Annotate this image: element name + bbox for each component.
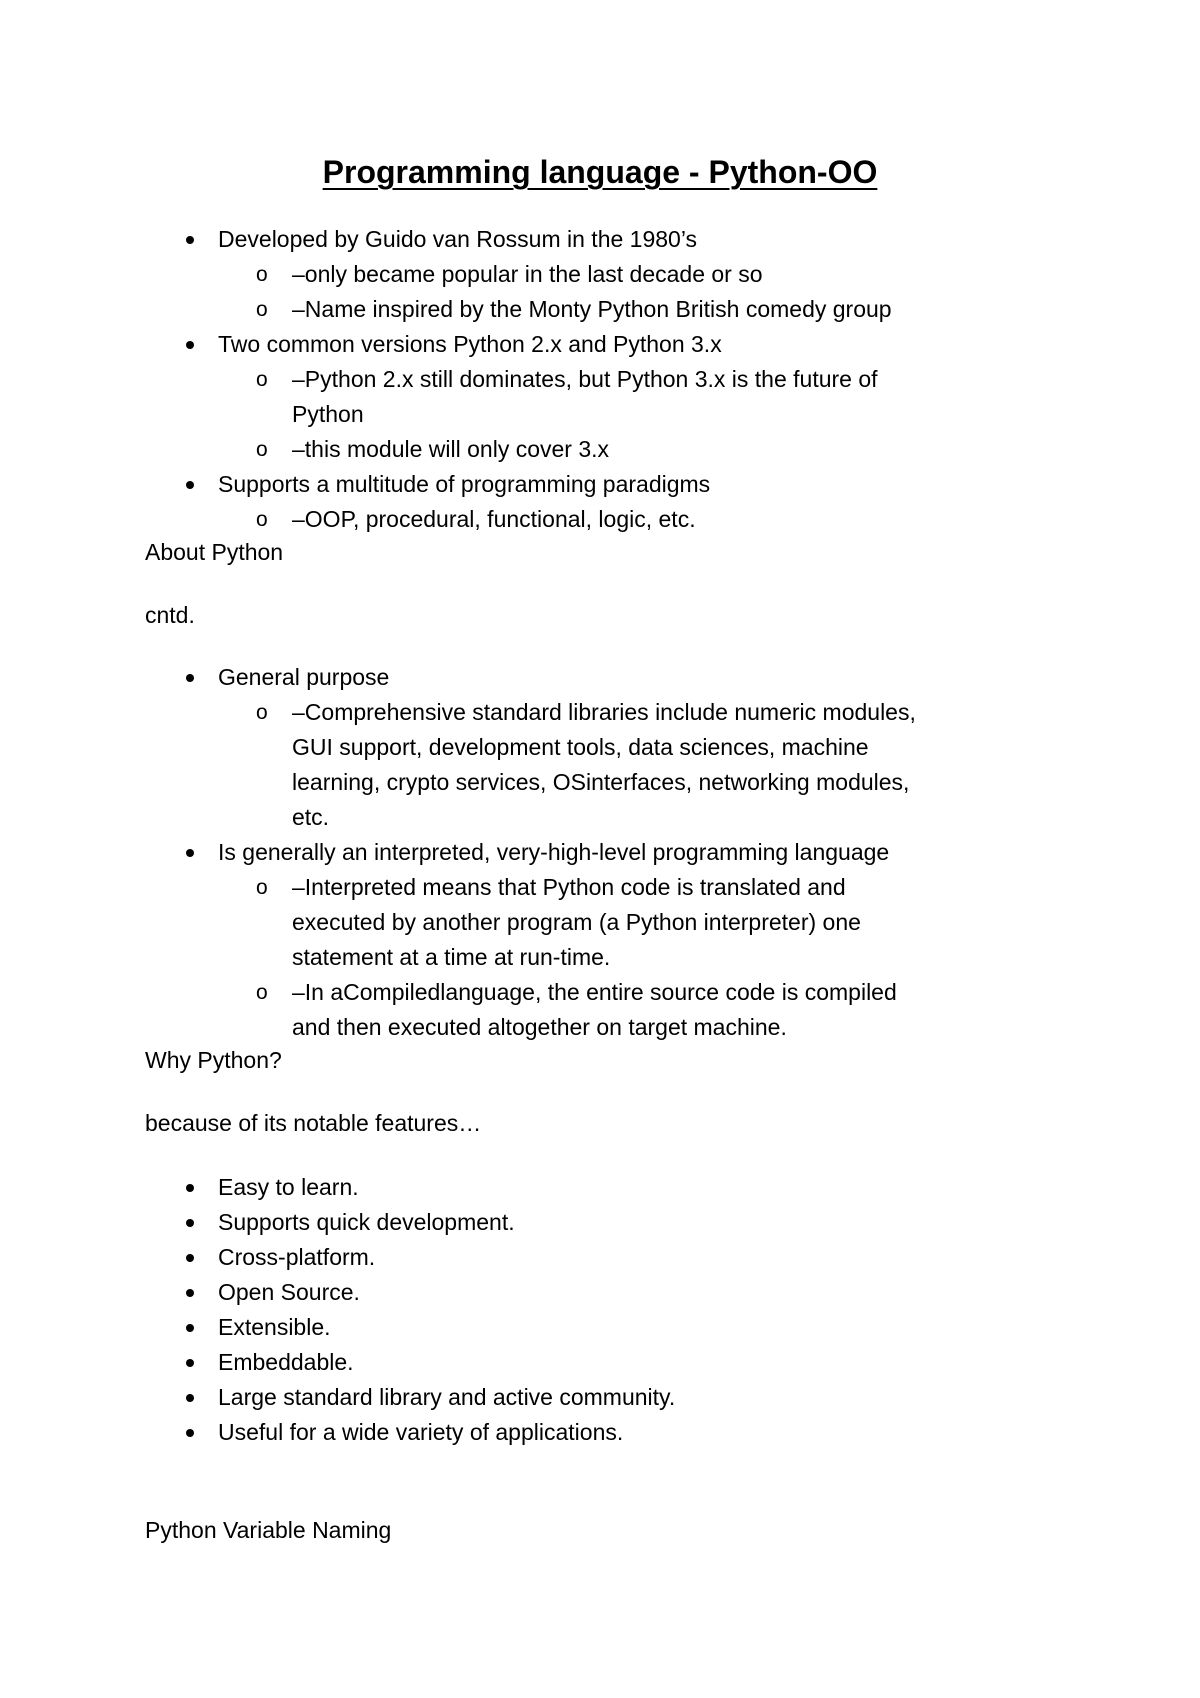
sub-bullet-icon: o [256,263,268,286]
sub-list-item [0,292,1060,327]
sub-list-item [0,432,1060,467]
list-item-text: Easy to learn. [218,1174,359,1200]
sub-bullet-icon: o [256,298,268,321]
list-item [0,660,1200,835]
list-item-text: Cross-platform. [218,1244,376,1270]
sub-bullet-icon: o [256,438,268,461]
sub-list-item-text: –Name inspired by the Monty Python British comedy group [292,296,892,322]
list-item-text: Open Source. [218,1279,360,1305]
list-item-text: Embeddable. [218,1349,354,1375]
list-item-text: Is generally an interpreted, very-high-level programming language [218,839,890,865]
list-item [0,1275,1200,1310]
list-item [0,835,1200,1045]
bullet-icon [186,674,194,682]
list-item [0,1380,1200,1415]
sub-list-item-text: –this module will only cover 3.x [292,436,610,462]
sub-list-item [0,502,1060,537]
list-item-text: Extensible. [218,1314,331,1340]
bullet-icon [186,1394,194,1402]
list-item-text: Supports a multitude of programming paradigms [218,471,711,497]
list-item [0,1345,1200,1380]
bullet-icon [186,849,194,857]
sub-list-item-text: –Python 2.x still dominates, but Python 3.x is the future of Python [292,366,878,427]
list-item-text: General purpose [218,664,390,690]
list-item [0,1240,1200,1275]
because-text: because of its notable features… [145,1110,482,1136]
sub-bullet-icon: o [256,981,268,1004]
list-item [0,1310,1200,1345]
list-item-text: Large standard library and active community. [218,1384,676,1410]
sub-list-item [0,695,1060,835]
list-item-text: Developed by Guido van Rossum in the 1980’s [218,226,698,252]
bullet-icon [186,1359,194,1367]
about-heading: About Python [145,539,284,565]
sub-bullet-icon: o [256,701,268,724]
list-item [0,1205,1200,1240]
naming-heading: Python Variable Naming [145,1517,392,1543]
sub-list-item-text: –Comprehensive standard libraries include numeric modules, GUI support, development tools, data sciences, machine learning, crypto services, OSinterfaces, networking modules, etc. [292,699,916,830]
bullet-icon [186,1184,194,1192]
list-item-text: Useful for a wide variety of applications. [218,1419,624,1445]
sub-list-item-text: –OOP, procedural, functional, logic, etc. [292,506,696,532]
list-item [0,467,1200,537]
bullet-icon [186,1219,194,1227]
sub-list-item-text: –Interpreted means that Python code is translated and executed by another program (a Python interpreter) one statement at a time at run-time. [292,874,861,970]
bullet-icon [186,1289,194,1297]
list-item [0,1170,1200,1205]
sub-bullet-icon: o [256,876,268,899]
bullet-icon [186,236,194,244]
intro-list [0,222,1200,537]
sub-list-item [0,975,1060,1045]
sub-list-item-text: –In aCompiledlanguage, the entire source code is compiled and then executed altogether on target machine. [292,979,897,1040]
features-list [0,1170,1200,1450]
bullet-icon [186,1429,194,1437]
list-item-text: Two common versions Python 2.x and Python 3.x [218,331,722,357]
list-item [0,222,1200,327]
cntd-text: cntd. [145,602,195,628]
list-item [0,327,1200,467]
sub-list-item-text: –only became popular in the last decade or so [292,261,763,287]
page-title: Programming language - Python-OO [322,154,878,190]
sub-list-item [0,362,1060,432]
bullet-icon [186,1254,194,1262]
why-heading: Why Python? [145,1047,282,1073]
bullet-icon [186,481,194,489]
list-item [0,1415,1200,1450]
sub-bullet-icon: o [256,508,268,531]
sub-list-item [0,257,1060,292]
sub-list-item [0,870,1060,975]
list-item-text: Supports quick development. [218,1209,515,1235]
sub-bullet-icon: o [256,368,268,391]
bullet-icon [186,1324,194,1332]
bullet-icon [186,341,194,349]
about-list [0,660,1200,1045]
